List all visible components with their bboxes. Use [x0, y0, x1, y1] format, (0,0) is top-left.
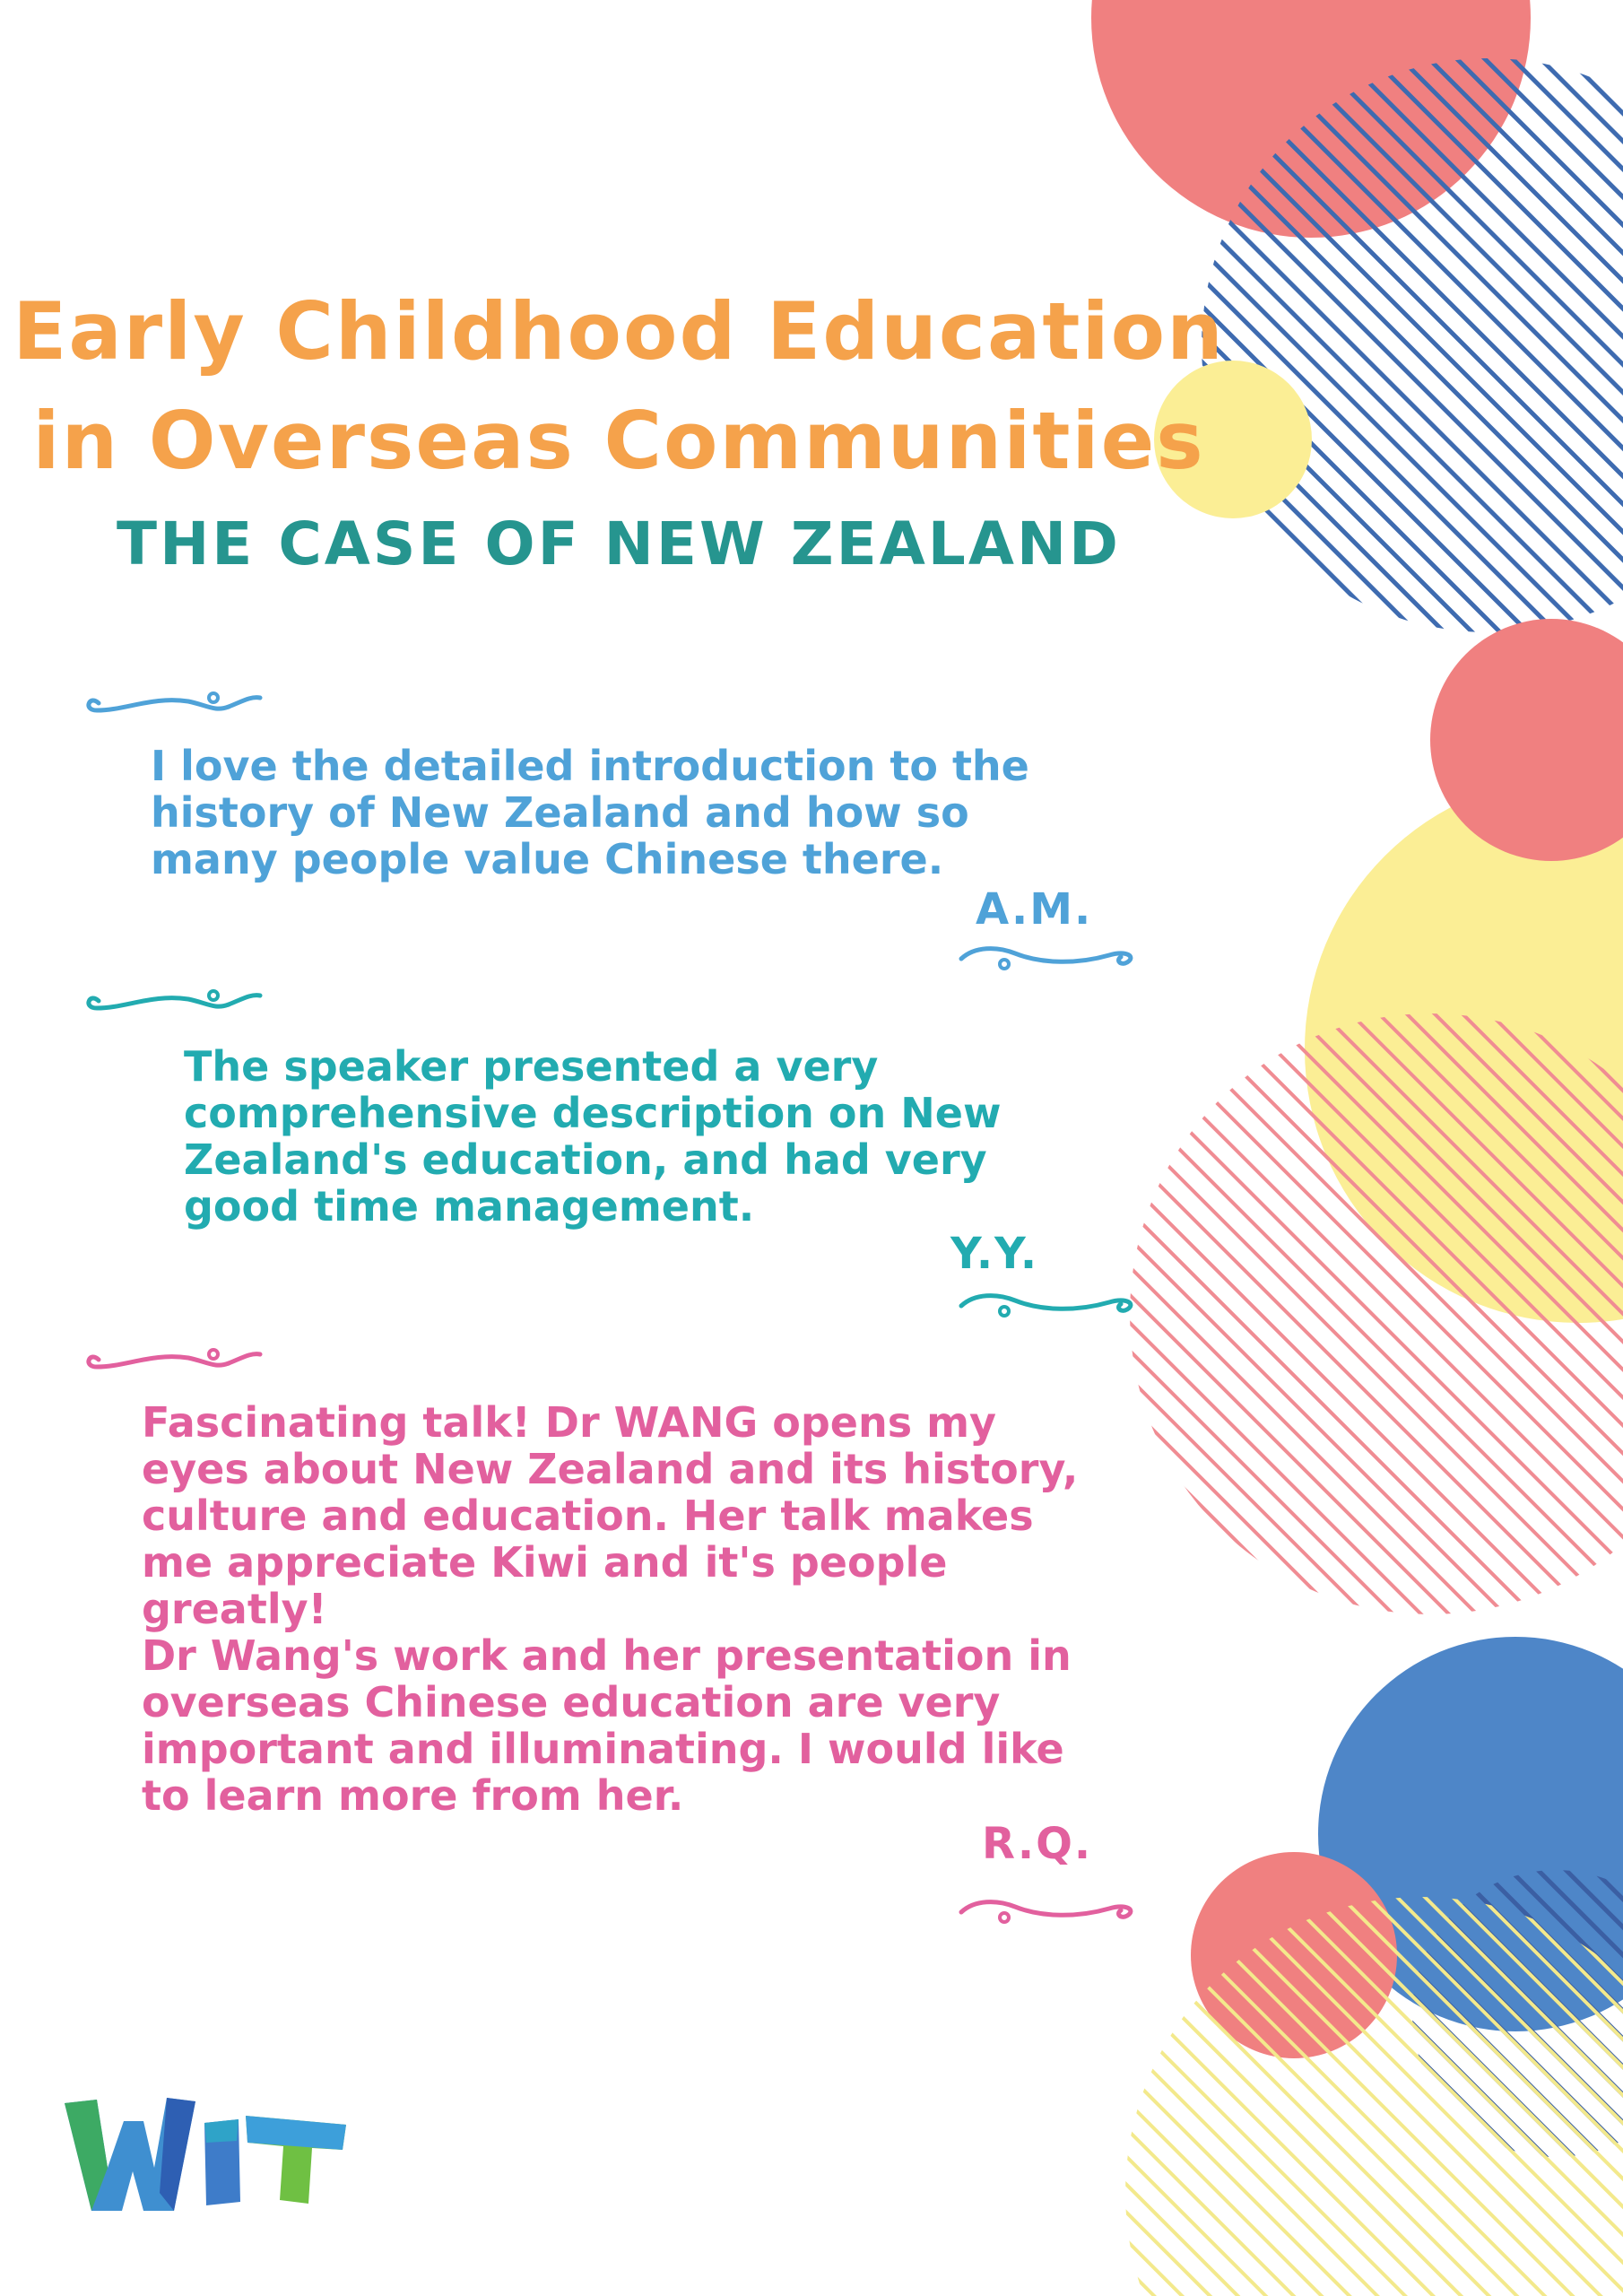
- flourish-divider-icon: [81, 683, 269, 723]
- comment-text-3: Fascinating talk! Dr WANG opens my eyes about New Zealand and its history, culture and education. Her talk makes me appreciate Kiwi and it's people greatly! Dr Wang's work and her presentation in overseas Chinese education are very important and illuminating. I would like to learn more from her.: [142, 1398, 1079, 1820]
- subtitle: THE CASE OF NEW ZEALAND: [117, 509, 1121, 578]
- flourish-divider-icon: [81, 981, 269, 1021]
- comment-text-2: The speaker presented a very comprehensive description on New Zealand's education, and had very good time management.: [184, 1042, 1002, 1231]
- title-line-2: in Overseas Communities: [32, 395, 1205, 487]
- flourish-divider-icon: [952, 1284, 1141, 1324]
- wit-logo: [61, 2085, 348, 2220]
- flourish-divider-icon: [81, 1340, 269, 1379]
- flourish-divider-icon: [952, 1891, 1141, 1930]
- striped-pink-circle: [1130, 1013, 1623, 1614]
- comment-author-3: R.Q.: [982, 1819, 1093, 1869]
- title-line-1: Early Childhood Education: [13, 285, 1225, 378]
- comment-author-2: Y.Y.: [950, 1229, 1039, 1279]
- flourish-divider-icon: [952, 937, 1141, 977]
- comment-author-1: A.M.: [976, 884, 1093, 935]
- comment-text-1: I love the detailed introduction to the history of New Zealand and how so many people value Chinese there.: [151, 742, 1029, 883]
